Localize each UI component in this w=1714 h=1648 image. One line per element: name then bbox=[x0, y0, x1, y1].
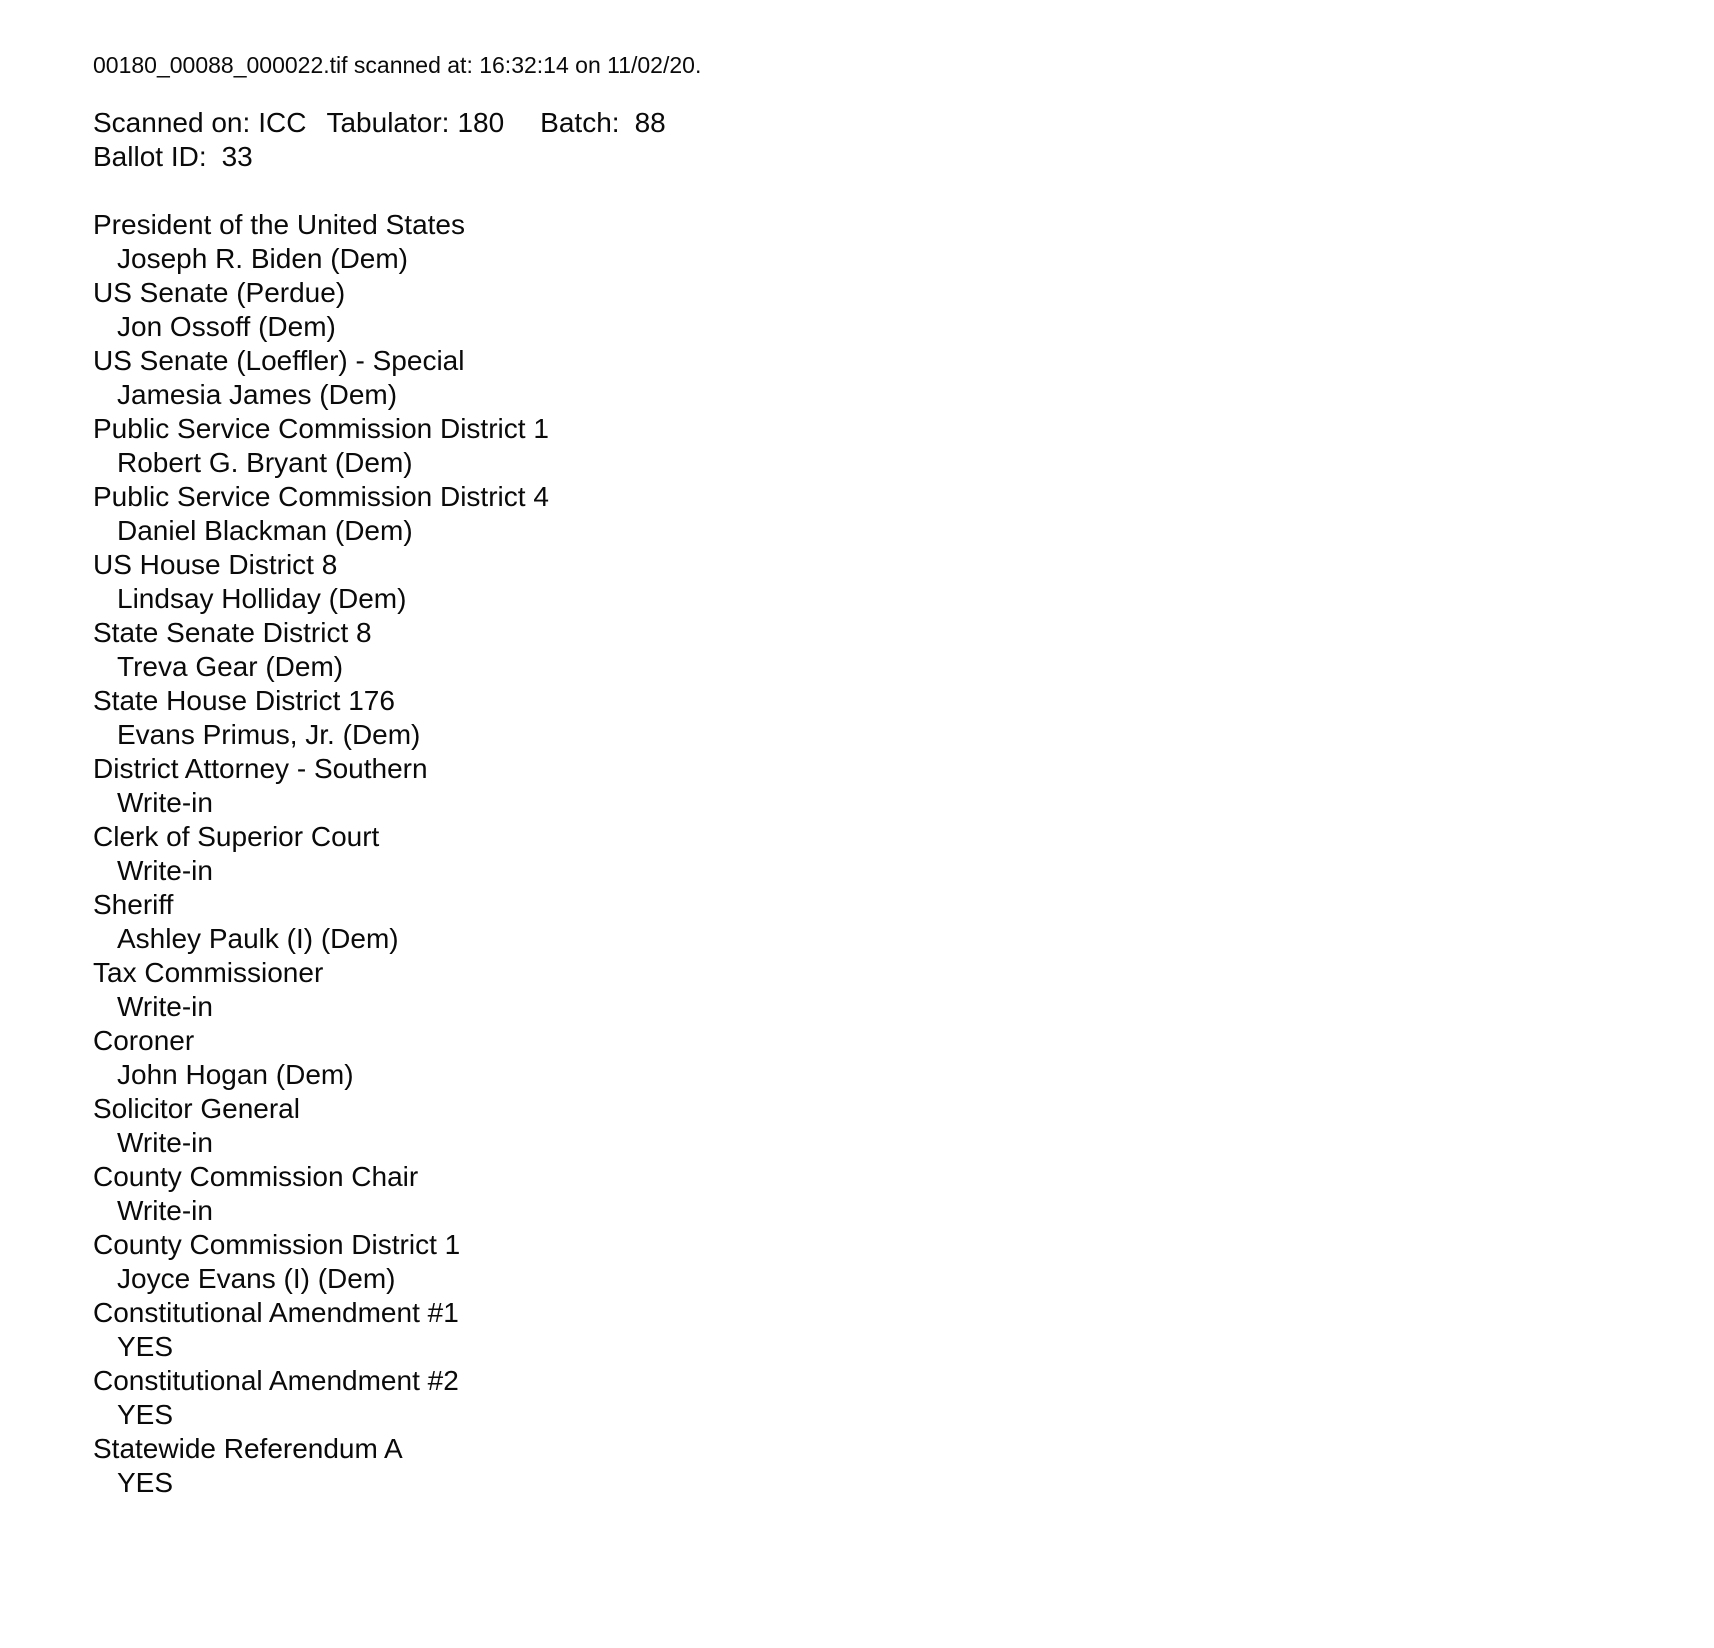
contest-selection: Write-in bbox=[117, 1195, 213, 1226]
contest-block bbox=[93, 820, 1674, 888]
contest-title: Statewide Referendum A bbox=[93, 1433, 403, 1464]
contest-block bbox=[93, 888, 1674, 956]
contest-block bbox=[93, 616, 1674, 684]
contest-block bbox=[93, 480, 1674, 548]
batch-value: 88 bbox=[634, 107, 666, 138]
contest-title: US Senate (Loeffler) - Special bbox=[93, 345, 465, 376]
contest-selection: Write-in bbox=[117, 855, 213, 886]
contest-title: Solicitor General bbox=[93, 1093, 300, 1124]
contest-selection: YES bbox=[117, 1399, 174, 1430]
contest-selection: Daniel Blackman (Dem) bbox=[117, 515, 413, 546]
contest-title: Sheriff bbox=[93, 889, 174, 920]
contest-block bbox=[93, 208, 1674, 276]
contest-title: District Attorney - Southern bbox=[93, 753, 428, 784]
contest-selection: Joseph R. Biden (Dem) bbox=[117, 243, 409, 274]
contest-block bbox=[93, 1228, 1674, 1296]
contest-selection: Write-in bbox=[117, 991, 213, 1022]
contest-selection: Jon Ossoff (Dem) bbox=[117, 311, 336, 342]
scanned-on-value: ICC bbox=[258, 107, 307, 138]
contest-block bbox=[93, 276, 1674, 344]
contest-block bbox=[93, 1296, 1674, 1364]
contest-block bbox=[93, 1024, 1674, 1092]
contest-title: Constitutional Amendment #1 bbox=[93, 1297, 459, 1328]
contest-title: Coroner bbox=[93, 1025, 195, 1056]
scan-info-line bbox=[93, 106, 1674, 140]
contest-title: State House District 176 bbox=[93, 685, 395, 716]
contest-selection: Evans Primus, Jr. (Dem) bbox=[117, 719, 421, 750]
tabulator-label: Tabulator: bbox=[326, 107, 450, 138]
contest-title: Public Service Commission District 4 bbox=[93, 481, 549, 512]
ballot-id-value: 33 bbox=[221, 141, 253, 172]
ballot-id-line bbox=[93, 140, 1674, 174]
contest-block bbox=[93, 1432, 1674, 1500]
scan-filename-header: 00180_00088_000022.tif scanned at: 16:32:14 on 11/02/20. bbox=[93, 52, 702, 78]
contest-title: Clerk of Superior Court bbox=[93, 821, 380, 852]
contest-selection: Joyce Evans (I) (Dem) bbox=[117, 1263, 396, 1294]
contest-selection: YES bbox=[117, 1331, 174, 1362]
contest-title: Constitutional Amendment #2 bbox=[93, 1365, 459, 1396]
contest-block bbox=[93, 684, 1674, 752]
contest-block bbox=[93, 752, 1674, 820]
contest-title: County Commission Chair bbox=[93, 1161, 419, 1192]
contest-selection: Ashley Paulk (I) (Dem) bbox=[117, 923, 399, 954]
contest-selection: Write-in bbox=[117, 1127, 213, 1158]
contest-selection: Jamesia James (Dem) bbox=[117, 379, 398, 410]
contest-title: Public Service Commission District 1 bbox=[93, 413, 549, 444]
contest-title: County Commission District 1 bbox=[93, 1229, 461, 1260]
contest-selection: Robert G. Bryant (Dem) bbox=[117, 447, 413, 478]
contest-selection: Write-in bbox=[117, 787, 213, 818]
contest-block bbox=[93, 1092, 1674, 1160]
contest-list bbox=[93, 208, 1674, 1500]
contest-block bbox=[93, 1364, 1674, 1432]
contest-block bbox=[93, 412, 1674, 480]
contest-title: President of the United States bbox=[93, 209, 465, 240]
contest-block bbox=[93, 956, 1674, 1024]
contest-title: Tax Commissioner bbox=[93, 957, 324, 988]
scanned-on-label: Scanned on: bbox=[93, 107, 251, 138]
contest-title: US Senate (Perdue) bbox=[93, 277, 346, 308]
contest-title: State Senate District 8 bbox=[93, 617, 372, 648]
contest-title: US House District 8 bbox=[93, 549, 338, 580]
contest-selection: Lindsay Holliday (Dem) bbox=[117, 583, 407, 614]
scan-meta-block bbox=[93, 106, 1674, 174]
tabulator-value: 180 bbox=[457, 107, 505, 138]
contest-selection: John Hogan (Dem) bbox=[117, 1059, 354, 1090]
contest-block bbox=[93, 344, 1674, 412]
batch-label: Batch: bbox=[540, 107, 620, 138]
contest-block bbox=[93, 548, 1674, 616]
contest-selection: Treva Gear (Dem) bbox=[117, 651, 344, 682]
contest-block bbox=[93, 1160, 1674, 1228]
contest-selection: YES bbox=[117, 1467, 174, 1498]
ballot-id-label: Ballot ID: bbox=[93, 141, 207, 172]
